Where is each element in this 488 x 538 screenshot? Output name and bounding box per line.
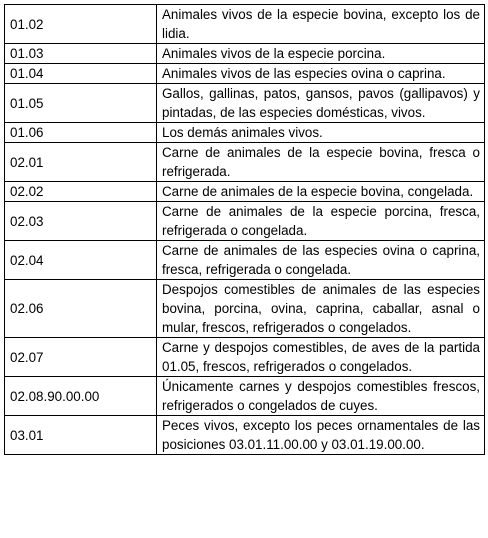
row-code: 01.06 (5, 123, 157, 143)
table-row (5, 84, 485, 123)
table-row (5, 241, 485, 280)
row-code: 02.02 (5, 182, 157, 202)
row-code: 01.02 (5, 5, 157, 44)
table-row (5, 123, 485, 143)
table-row (5, 44, 485, 64)
row-description: Carne de animales de las especies ovina o caprina, fresca, refrigerada o congelada. (157, 241, 485, 280)
row-code: 02.04 (5, 241, 157, 280)
row-description: Carne de animales de la especie porcina, fresca, refrigerada o congelada. (157, 202, 485, 241)
row-description: Carne de animales de la especie bovina, fresca o refrigerada. (157, 143, 485, 182)
row-description: Animales vivos de la especie bovina, excepto los de lidia. (157, 5, 485, 44)
tariff-table-body (5, 5, 485, 455)
row-description: Animales vivos de las especies ovina o caprina. (157, 64, 485, 84)
row-code: 01.04 (5, 64, 157, 84)
table-row (5, 182, 485, 202)
row-code: 02.03 (5, 202, 157, 241)
table-row (5, 5, 485, 44)
table-row (5, 416, 485, 455)
row-code: 02.08.90.00.00 (5, 377, 157, 416)
table-row (5, 64, 485, 84)
row-code: 01.03 (5, 44, 157, 64)
table-row (5, 338, 485, 377)
row-code: 02.06 (5, 280, 157, 338)
row-description: Peces vivos, excepto los peces ornamentales de las posiciones 03.01.11.00.00 y 03.01.19.00.00. (157, 416, 485, 455)
row-description: Carne y despojos comestibles, de aves de la partida 01.05, frescos, refrigerados o congelados. (157, 338, 485, 377)
table-row (5, 202, 485, 241)
row-description: Los demás animales vivos. (157, 123, 485, 143)
row-description: Gallos, gallinas, patos, gansos, pavos (gallipavos) y pintadas, de las especies domésticas, vivos. (157, 84, 485, 123)
row-description: Animales vivos de la especie porcina. (157, 44, 485, 64)
row-code: 03.01 (5, 416, 157, 455)
row-description: Únicamente carnes y despojos comestibles frescos, refrigerados o congelados de cuyes. (157, 377, 485, 416)
table-row (5, 377, 485, 416)
row-code: 02.01 (5, 143, 157, 182)
table-row (5, 143, 485, 182)
row-code: 01.05 (5, 84, 157, 123)
row-description: Carne de animales de la especie bovina, congelada. (157, 182, 485, 202)
tariff-table (4, 4, 485, 455)
table-row (5, 280, 485, 338)
row-code: 02.07 (5, 338, 157, 377)
row-description: Despojos comestibles de animales de las especies bovina, porcina, ovina, caprina, caballar, asnal o mular, frescos, refrigerados o congelados. (157, 280, 485, 338)
